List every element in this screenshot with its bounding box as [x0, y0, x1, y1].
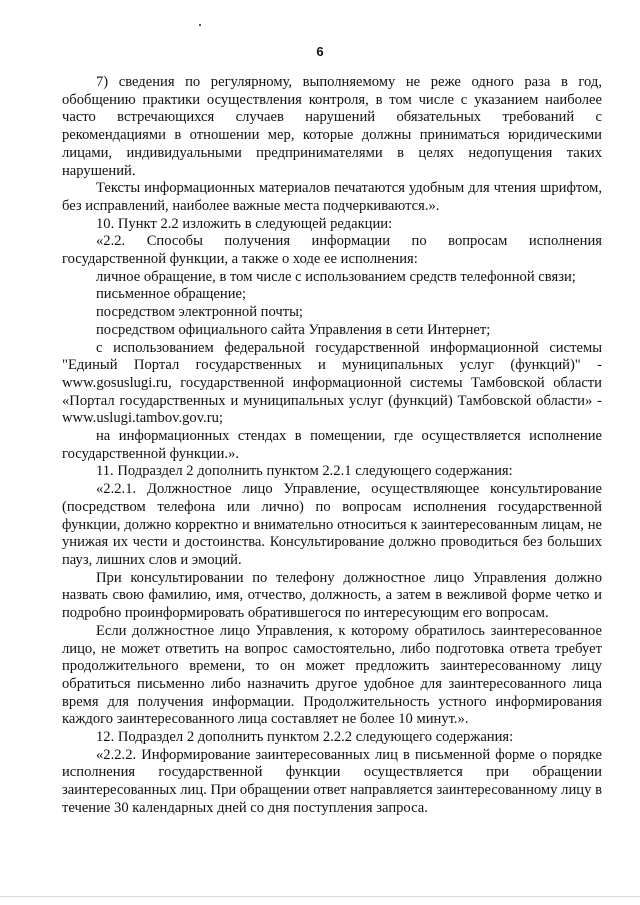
document-body: [62, 74, 602, 818]
paragraph-federal-system: с использованием федеральной государственной информационной системы "Единый Портал государственных и муниципальных услуг (функций)" - www.gosuslugi.ru, государственной информационной системы Тамбовской области «Портал государственных и муниципальных услуг (функций) Тамбовской области» - www.uslugi.tambov.gov.ru;: [62, 339, 602, 427]
scan-speck: [199, 24, 201, 26]
paragraph-item-7: 7) сведения по регулярному, выполняемому не реже одного раза в год, обобщению практики осуществления контроля, в том числе с указанием наиболее часто встречающихся случаев нарушений обязательных требований с рекомендациями в отношении мер, которые должны приниматься юридическими лицами, индивидуальными предпринимателями в целях недопущения таких нарушений.: [62, 74, 602, 179]
paragraph-written: письменное обращение;: [96, 286, 247, 303]
paragraph-point-11: 11. Подраздел 2 дополнить пунктом 2.2.1 следующего содержания:: [96, 463, 513, 480]
paragraph-point-10: 10. Пункт 2.2 изложить в следующей редакции:: [96, 215, 393, 232]
paragraph-email: посредством электронной почты;: [96, 304, 303, 321]
paragraph-2-2-1: «2.2.1. Должностное лицо Управление, осуществляющее консультирование (посредством телефона или лично) по вопросам исполнения государственной функции, должно корректно и внимательно относиться к заинтересованным лицам, не унижая их чести и достоинства. Консультирование должно проводиться без больших пауз, лишних слов и эмоций.: [62, 481, 602, 568]
page-number: 6: [316, 44, 324, 59]
paragraph-point-12: 12. Подраздел 2 дополнить пунктом 2.2.2 следующего содержания:: [96, 729, 514, 746]
paragraph-texts-note: Тексты информационных материалов печатаются удобным для чтения шрифтом, без исправлений, наиболее важные места подчеркиваются.».: [62, 180, 602, 214]
paragraph-stands: на информационных стендах в помещении, где осуществляется исполнение государственной функции.».: [62, 428, 602, 462]
paragraph-2-2: «2.2. Способы получения информации по вопросам исполнения государственной функции, а также о ходе ее исполнения:: [62, 233, 602, 268]
paragraph-phone-consulting: При консультировании по телефону должностное лицо Управления должно назвать свою фамилию, имя, отчество, должность, а затем в вежливой форме четко и подробно проинформировать обратившегося по интересующим его вопросам.: [62, 569, 602, 622]
paragraph-personal: личное обращение, в том числе с использованием средств телефонной связи;: [96, 268, 576, 285]
paragraph-if-unable: Если должностное лицо Управления, к которому обратилось заинтересованное лицо, не может ответить на вопрос самостоятельно, либо подготовка ответа требует продолжительного времени, то он может предложить заинтересованному лицу обратиться письменно либо назначить другое удобное для заинтересованного лица время для получения информации. Продолжительность устного информирования каждого заинтересованного лица составляет не более 10 минут.».: [62, 622, 602, 728]
scan-edge-line: [0, 896, 640, 897]
paragraph-website: посредством официального сайта Управления в сети Интернет;: [96, 321, 491, 338]
paragraph-2-2-2: «2.2.2. Информирование заинтересованных лиц в письменной форме о порядке исполнения государственной функции осуществляется при обращении заинтересованных лиц. При обращении ответ направляется заинтересованному лицу в течение 30 календарных дней со дня поступления запроса.: [62, 746, 602, 816]
